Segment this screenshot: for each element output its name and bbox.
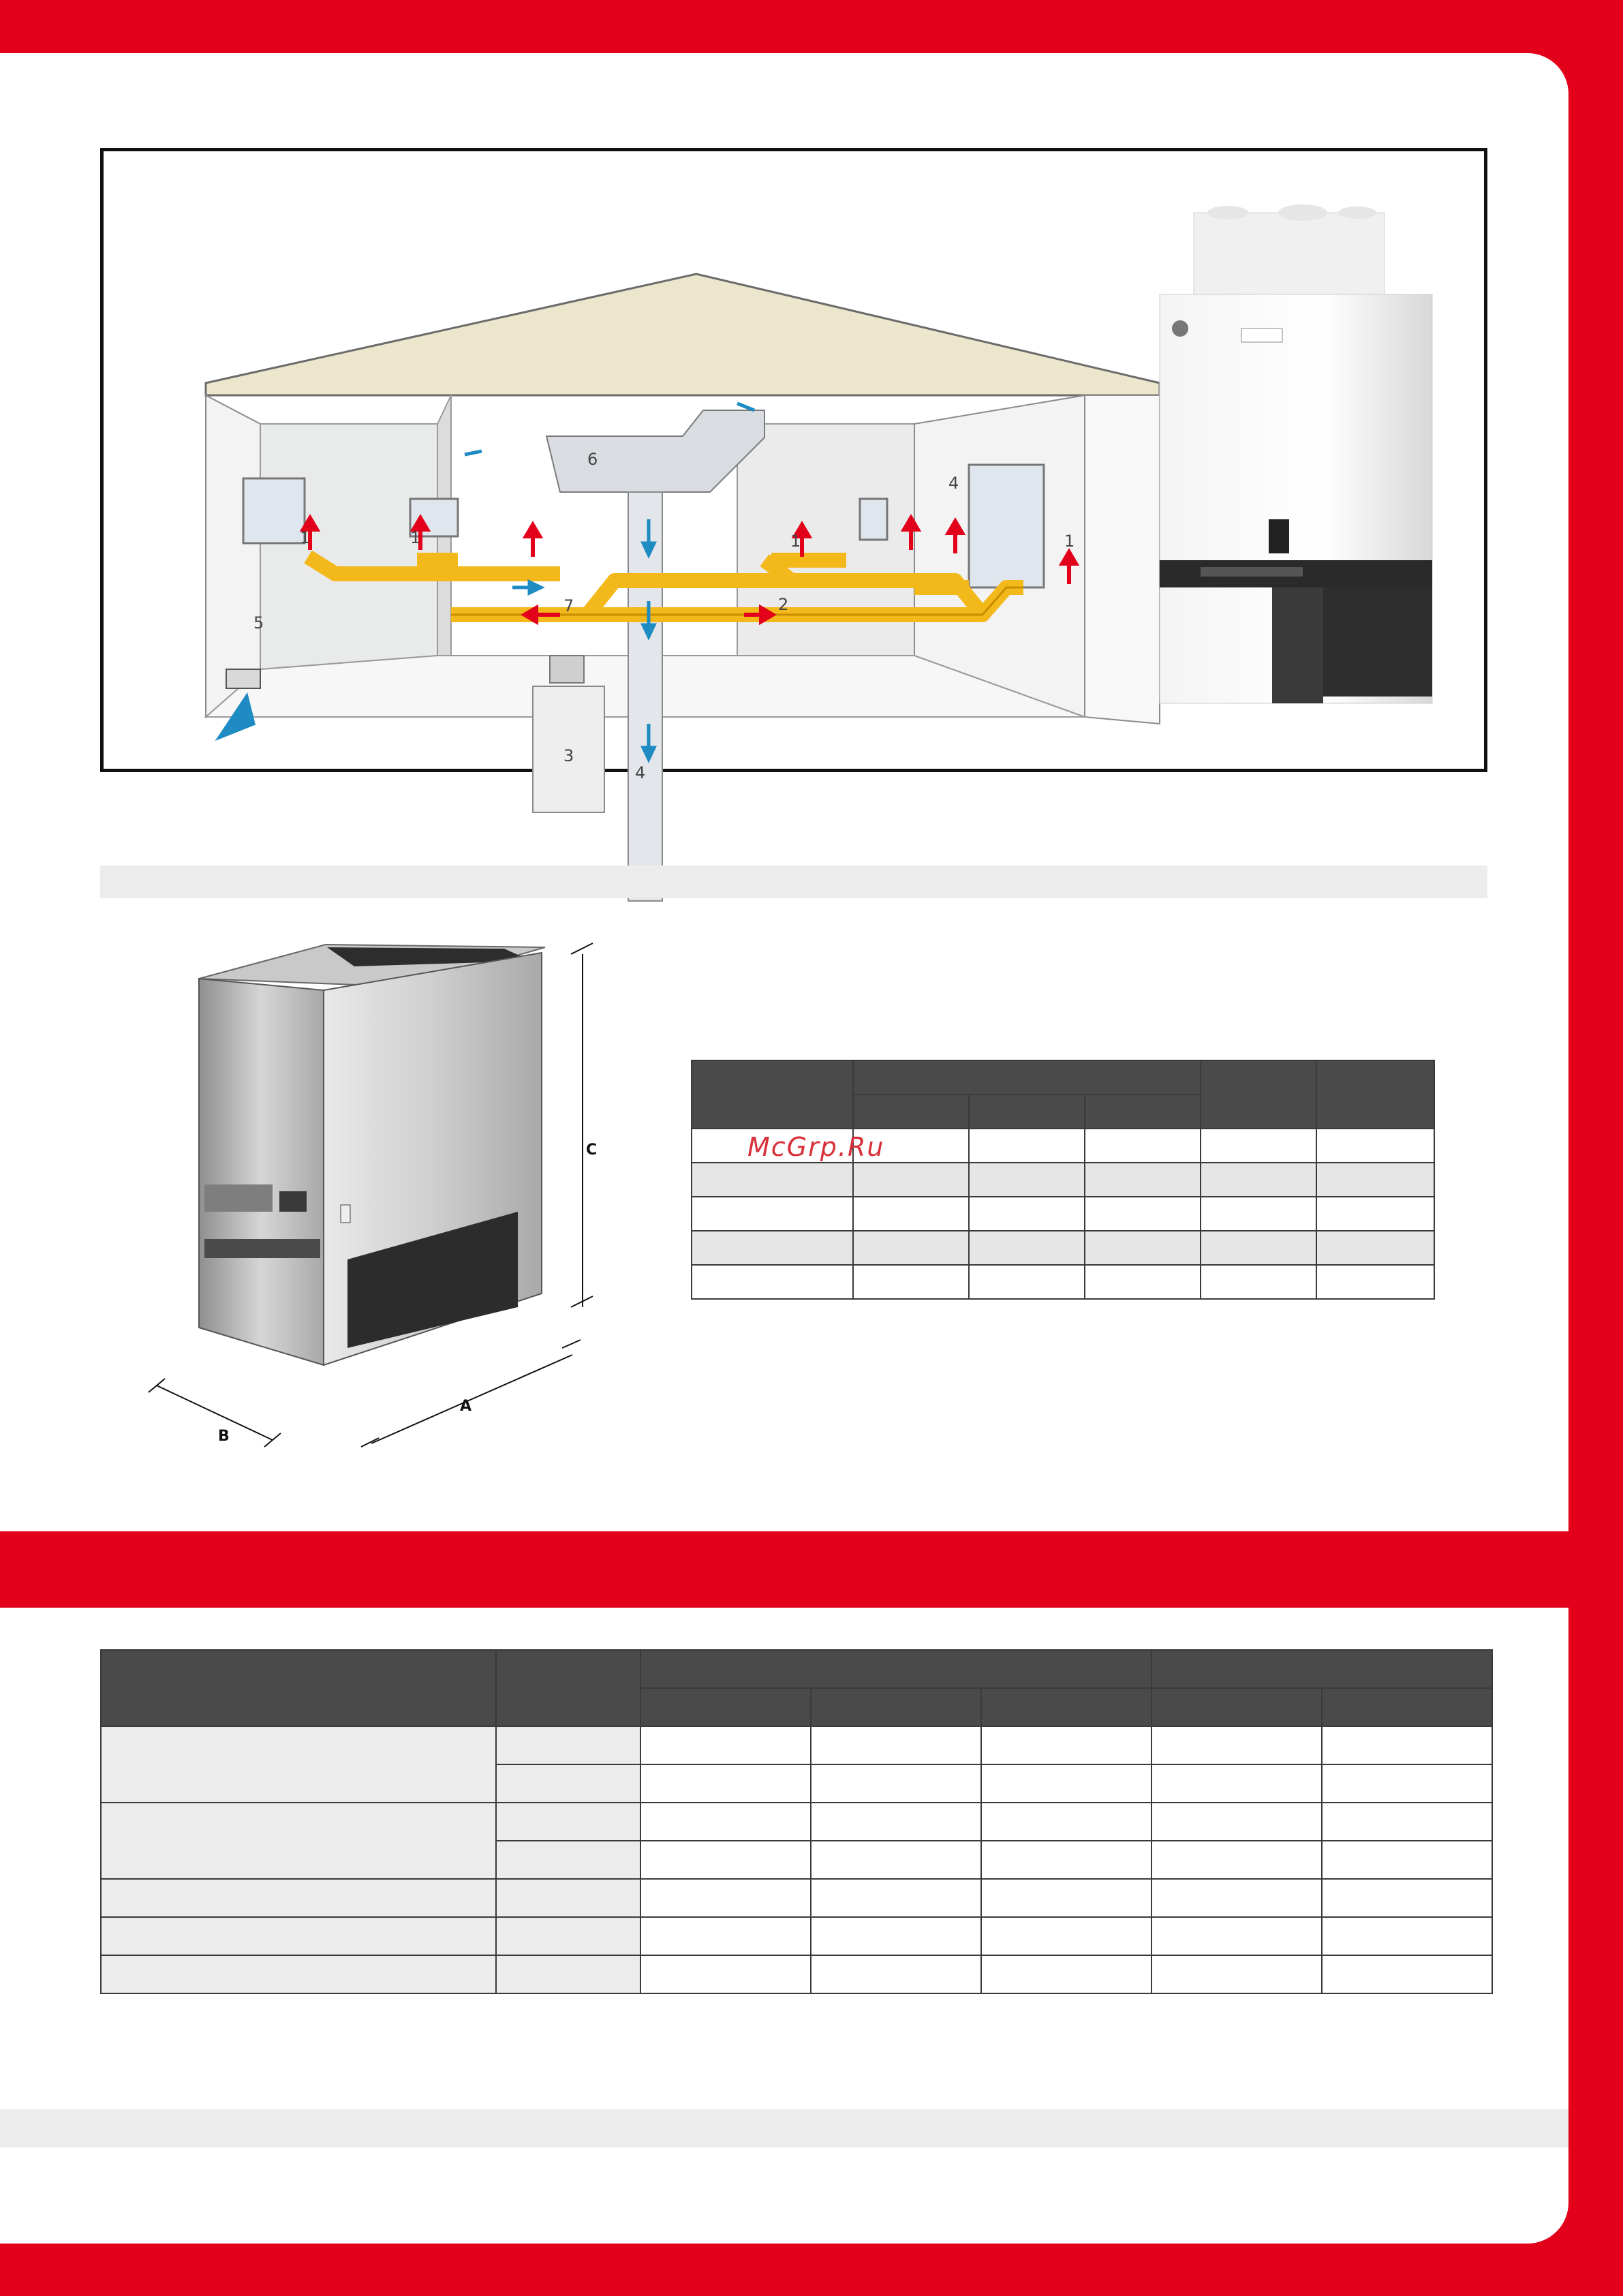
callout-1c: 1 (790, 532, 801, 551)
tech-table-subheader (811, 1688, 981, 1726)
dimension-label-c: C (586, 1142, 598, 1159)
table-row (101, 1955, 1492, 1993)
table-row (692, 1163, 1434, 1197)
table-row (692, 1265, 1434, 1299)
callout-2: 2 (778, 595, 789, 614)
tech-table-subheader (981, 1688, 1151, 1726)
table-row (101, 1917, 1492, 1955)
dimension-label-b: B (218, 1428, 230, 1445)
table-row (101, 1879, 1492, 1917)
callout-3: 3 (563, 746, 574, 765)
dim-table-header-c (1085, 1095, 1201, 1129)
tech-table-subheader (1322, 1688, 1492, 1726)
tech-table-header-group-1 (640, 1650, 1151, 1688)
callout-7: 7 (563, 596, 574, 615)
table-row (692, 1231, 1434, 1265)
callout-5: 5 (253, 613, 264, 632)
table-row (101, 1803, 1492, 1841)
dim-table-header-b (969, 1095, 1085, 1129)
tech-table-header-group-2 (1151, 1650, 1492, 1688)
dimensions-table (691, 1060, 1435, 1300)
house-ventilation-diagram (179, 179, 1160, 782)
callout-6: 6 (587, 450, 598, 469)
dim-table-header-a (853, 1095, 969, 1129)
air-handling-unit-photo (1119, 192, 1432, 737)
dimension-label-a: A (460, 1398, 472, 1415)
footer-mark (681, 2284, 811, 2291)
watermark-text: McGrp.Ru (747, 1132, 885, 1162)
callout-1d: 1 (1064, 532, 1075, 551)
callout-4a: 4 (948, 474, 959, 493)
technical-data-table (100, 1649, 1493, 1994)
section-red-band (0, 1531, 1568, 1608)
unit-dimension-drawing (150, 939, 640, 1443)
callout-1a: 1 (300, 528, 311, 547)
callout-4b: 4 (635, 763, 646, 782)
table-row (101, 1726, 1492, 1764)
tech-table-header-parameter (101, 1650, 496, 1726)
dim-table-header-model (692, 1060, 853, 1129)
dim-table-header-col5 (1201, 1060, 1316, 1129)
tech-table-subheader (640, 1688, 811, 1726)
page-sheet (0, 53, 1568, 2244)
footer-note-strip (0, 2109, 1568, 2147)
dim-table-header-group (853, 1060, 1201, 1095)
dimensions-heading-strip (100, 866, 1487, 898)
dim-table-header-col6 (1316, 1060, 1434, 1129)
tech-table-subheader (1151, 1688, 1322, 1726)
table-row (692, 1197, 1434, 1231)
system-illustration-frame (100, 148, 1487, 782)
callout-1b: 1 (410, 528, 421, 547)
tech-table-header-unit (496, 1650, 640, 1726)
